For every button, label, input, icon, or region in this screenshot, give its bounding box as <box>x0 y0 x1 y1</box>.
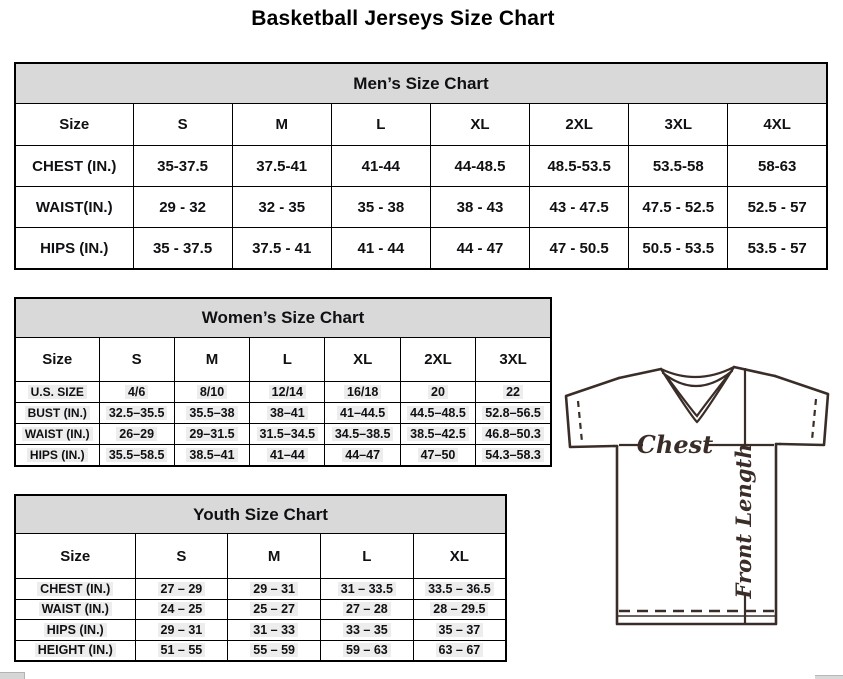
mens-row-2-label: HIPS (IN.) <box>15 228 133 270</box>
mens-row-0-cell-2: 41-44 <box>331 146 430 187</box>
womens-col-header-1: S <box>99 338 174 382</box>
womens-row-3-cell-3: 44–47 <box>325 445 400 467</box>
youth-row-0-cell-1: 29 – 31 <box>228 579 321 600</box>
youth-table-row <box>15 599 506 620</box>
mens-row-0-cell-4: 48.5-53.5 <box>530 146 629 187</box>
womens-row-0-cell-5: 22 <box>476 382 551 403</box>
jersey-right-sleeve <box>775 376 828 445</box>
page-edge-fragment-right <box>815 675 843 679</box>
womens-row-3-cell-5: 54.3–58.3 <box>476 445 551 467</box>
youth-row-2-cell-1: 31 – 33 <box>228 620 321 641</box>
womens-row-1-cell-5: 52.8–56.5 <box>476 403 551 424</box>
womens-row-3-label: HIPS (IN.) <box>15 445 99 467</box>
womens-table-row <box>15 445 551 467</box>
mens-col-header-0: Size <box>15 104 133 146</box>
mens-col-header-3: L <box>331 104 430 146</box>
womens-row-0-cell-0: 4/6 <box>99 382 174 403</box>
youth-row-0-label: CHEST (IN.) <box>15 579 135 600</box>
womens-row-2-cell-2: 31.5–34.5 <box>250 424 325 445</box>
mens-row-0-cell-6: 58-63 <box>728 146 827 187</box>
womens-row-2-cell-3: 34.5–38.5 <box>325 424 400 445</box>
youth-row-1-cell-2: 27 – 28 <box>321 599 414 620</box>
youth-row-3-cell-1: 55 – 59 <box>228 640 321 661</box>
mens-row-0-cell-0: 35-37.5 <box>133 146 232 187</box>
womens-row-2-cell-5: 46.8–50.3 <box>476 424 551 445</box>
youth-row-3-label: HEIGHT (IN.) <box>15 640 135 661</box>
youth-chart-title: Youth Size Chart <box>15 495 506 534</box>
youth-table-row <box>15 640 506 661</box>
womens-row-0-cell-2: 12/14 <box>250 382 325 403</box>
jersey-right-shoulder <box>734 367 775 376</box>
womens-col-header-6: 3XL <box>476 338 551 382</box>
womens-row-3-cell-2: 41–44 <box>250 445 325 467</box>
womens-column-header-row <box>15 338 551 382</box>
youth-row-3-cell-0: 51 – 55 <box>135 640 228 661</box>
mens-table-row <box>15 187 827 228</box>
mens-chart-title: Men’s Size Chart <box>15 63 827 104</box>
womens-row-1-cell-1: 35.5–38 <box>174 403 249 424</box>
mens-row-2-cell-0: 35 - 37.5 <box>133 228 232 270</box>
womens-row-1-cell-0: 32.5–35.5 <box>99 403 174 424</box>
mens-row-1-cell-0: 29 - 32 <box>133 187 232 228</box>
womens-row-0-cell-3: 16/18 <box>325 382 400 403</box>
youth-row-2-cell-2: 33 – 35 <box>321 620 414 641</box>
womens-col-header-0: Size <box>15 338 99 382</box>
youth-row-1-cell-0: 24 – 25 <box>135 599 228 620</box>
womens-row-1-label: BUST (IN.) <box>15 403 99 424</box>
mens-row-0-cell-3: 44-48.5 <box>430 146 529 187</box>
womens-row-0-cell-1: 8/10 <box>174 382 249 403</box>
womens-col-header-2: M <box>174 338 249 382</box>
womens-row-3-cell-4: 47–50 <box>400 445 475 467</box>
jersey-measurement-diagram <box>553 352 841 630</box>
youth-table-row <box>15 579 506 600</box>
mens-row-2-cell-2: 41 - 44 <box>331 228 430 270</box>
youth-col-header-4: XL <box>413 534 506 579</box>
womens-row-1-cell-3: 41–44.5 <box>325 403 400 424</box>
womens-row-3-cell-0: 35.5–58.5 <box>99 445 174 467</box>
womens-col-header-5: 2XL <box>400 338 475 382</box>
womens-col-header-3: L <box>250 338 325 382</box>
womens-table-row <box>15 403 551 424</box>
womens-chart-title: Women’s Size Chart <box>15 298 551 338</box>
mens-row-0-label: CHEST (IN.) <box>15 146 133 187</box>
womens-row-0-cell-4: 20 <box>400 382 475 403</box>
mens-row-2-cell-5: 50.5 - 53.5 <box>629 228 728 270</box>
mens-row-0-cell-5: 53.5-58 <box>629 146 728 187</box>
womens-row-1-cell-4: 44.5–48.5 <box>400 403 475 424</box>
page-title: Basketball Jerseys Size Chart <box>251 7 555 30</box>
front-length-label: Front Length <box>731 443 756 599</box>
youth-row-2-label: HIPS (IN.) <box>15 620 135 641</box>
youth-col-header-3: L <box>321 534 414 579</box>
womens-row-2-label: WAIST (IN.) <box>15 424 99 445</box>
mens-row-2-cell-6: 53.5 - 57 <box>728 228 827 270</box>
youth-col-header-1: S <box>135 534 228 579</box>
mens-row-1-cell-2: 35 - 38 <box>331 187 430 228</box>
womens-size-table <box>14 297 552 467</box>
mens-col-header-2: M <box>232 104 331 146</box>
youth-row-0-cell-3: 33.5 – 36.5 <box>413 579 506 600</box>
youth-column-header-row <box>15 534 506 579</box>
womens-row-2-cell-1: 29–31.5 <box>174 424 249 445</box>
youth-row-0-cell-0: 27 – 29 <box>135 579 228 600</box>
youth-row-3-cell-3: 63 – 67 <box>413 640 506 661</box>
mens-row-1-cell-6: 52.5 - 57 <box>728 187 827 228</box>
chest-label: Chest <box>636 430 714 459</box>
mens-row-2-cell-3: 44 - 47 <box>430 228 529 270</box>
youth-row-0-cell-2: 31 – 33.5 <box>321 579 414 600</box>
mens-row-1-cell-1: 32 - 35 <box>232 187 331 228</box>
mens-table-row <box>15 146 827 187</box>
youth-row-3-cell-2: 59 – 63 <box>321 640 414 661</box>
womens-row-0-label: U.S. SIZE <box>15 382 99 403</box>
mens-row-1-cell-5: 47.5 - 52.5 <box>629 187 728 228</box>
youth-row-2-cell-3: 35 – 37 <box>413 620 506 641</box>
mens-column-header-row <box>15 104 827 146</box>
womens-row-2-cell-4: 38.5–42.5 <box>400 424 475 445</box>
youth-row-1-label: WAIST (IN.) <box>15 599 135 620</box>
womens-table-row <box>15 382 551 403</box>
youth-col-header-0: Size <box>15 534 135 579</box>
youth-row-1-cell-3: 28 – 29.5 <box>413 599 506 620</box>
page-edge-fragment-left <box>0 672 25 679</box>
womens-row-2-cell-0: 26–29 <box>99 424 174 445</box>
womens-col-header-4: XL <box>325 338 400 382</box>
mens-col-header-5: 2XL <box>530 104 629 146</box>
mens-col-header-4: XL <box>430 104 529 146</box>
youth-table-row <box>15 620 506 641</box>
youth-row-2-cell-0: 29 – 31 <box>135 620 228 641</box>
jersey-left-shoulder <box>619 369 661 378</box>
jersey-left-sleeve <box>566 378 619 447</box>
mens-row-1-cell-4: 43 - 47.5 <box>530 187 629 228</box>
mens-row-2-cell-4: 47 - 50.5 <box>530 228 629 270</box>
jersey-collar <box>661 367 734 422</box>
mens-row-2-cell-1: 37.5 - 41 <box>232 228 331 270</box>
youth-row-1-cell-1: 25 – 27 <box>228 599 321 620</box>
mens-row-1-label: WAIST(IN.) <box>15 187 133 228</box>
mens-row-1-cell-3: 38 - 43 <box>430 187 529 228</box>
mens-size-table <box>14 62 828 270</box>
mens-col-header-7: 4XL <box>728 104 827 146</box>
womens-table-row <box>15 424 551 445</box>
youth-size-table <box>14 494 507 662</box>
mens-col-header-1: S <box>133 104 232 146</box>
mens-col-header-6: 3XL <box>629 104 728 146</box>
mens-table-row <box>15 228 827 270</box>
youth-col-header-2: M <box>228 534 321 579</box>
mens-row-0-cell-1: 37.5-41 <box>232 146 331 187</box>
womens-row-3-cell-1: 38.5–41 <box>174 445 249 467</box>
womens-row-1-cell-2: 38–41 <box>250 403 325 424</box>
